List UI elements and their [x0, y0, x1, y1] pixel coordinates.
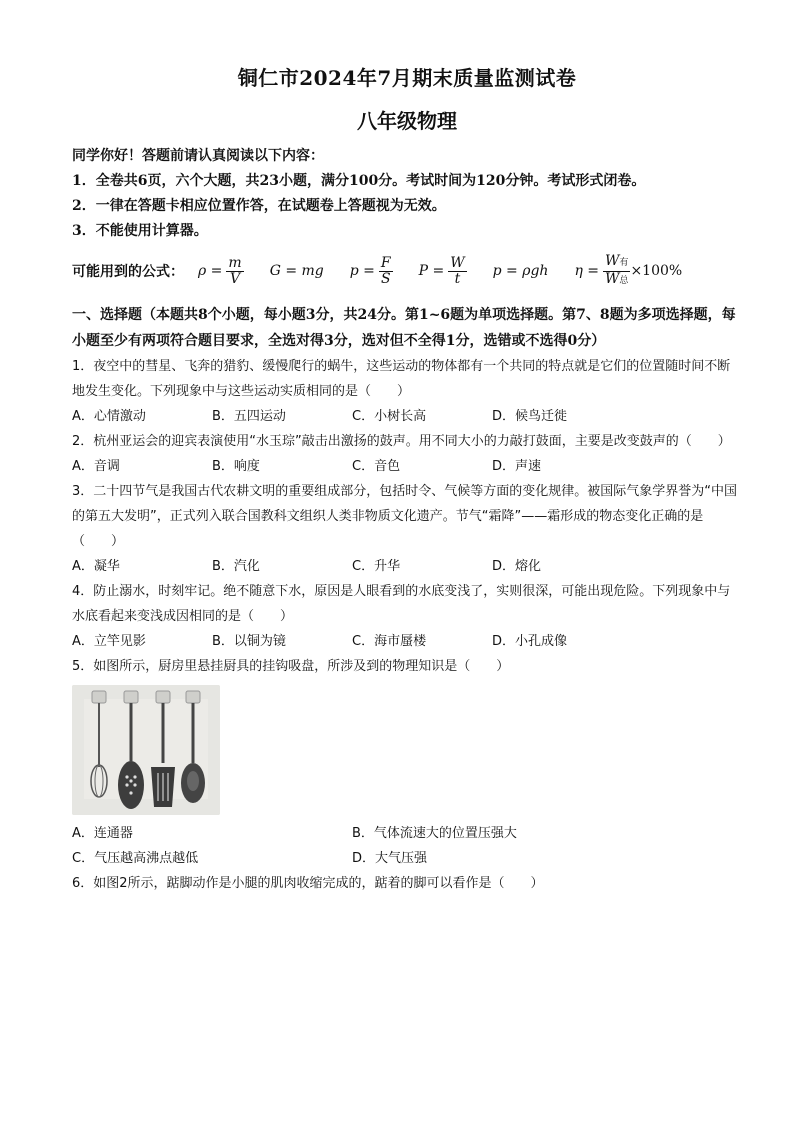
gravity-formula: G = mg [269, 263, 324, 279]
fraction-numerator: m [228, 254, 242, 271]
liquid-pressure-formula: p = ρgh [492, 263, 549, 279]
power-formula [419, 256, 467, 287]
efficiency-fraction [603, 254, 630, 289]
fraction-denominator: t [454, 270, 461, 287]
option-d: D．小孔成像 [492, 634, 568, 649]
option-d: D．大气压强 [352, 851, 428, 866]
exam-title: 铜仁市2024年7月期末质量监测试卷 [237, 66, 577, 90]
option-b: B．响度 [212, 459, 260, 474]
option-c: C．海市蜃楼 [352, 634, 427, 649]
fraction-denominator: S [380, 270, 391, 287]
pressure-formula [350, 256, 393, 287]
instruction-item: 2．一律在答题卡相应位置作答，在试题卷上答题视为无效。 [72, 198, 446, 214]
option-a: A．连通器 [72, 826, 133, 841]
option-c: C．气压越高沸点越低 [72, 851, 199, 866]
pressure-fraction [379, 256, 393, 287]
question-options [72, 629, 742, 654]
question-options [72, 454, 742, 479]
question-options [72, 554, 742, 579]
fraction-denominator [603, 272, 630, 289]
formula-row [72, 250, 742, 292]
instructions [72, 144, 742, 244]
option-d: D．声速 [492, 459, 542, 474]
question-options [72, 404, 742, 429]
fraction-denominator: V [230, 270, 241, 287]
density-lhs: ρ = [198, 263, 223, 279]
efficiency-tail: ×100% [630, 263, 683, 279]
denominator-subscript: 总 [619, 275, 629, 286]
density-fraction [226, 256, 243, 287]
power-fraction [448, 256, 466, 287]
formula-label: 可能用到的公式： [72, 264, 184, 280]
density-formula [198, 256, 244, 287]
option-b: B．气体流速大的位置压强大 [352, 826, 517, 841]
numerator-subscript: 有 [619, 257, 629, 268]
utensils-illustration [72, 685, 220, 815]
section-heading: 一、选择题（本题共8个小题，每小题3分，共24分。第1~6题为单项选择题。第7、8题为多项选择题，每小题至少有两项符合题目要求，全选对得3分，选对但不全得1分，选错或不选得0分） [72, 307, 736, 349]
question-stem: 1．夜空中的彗星、飞奔的猎豹、缓慢爬行的蜗牛，这些运动的物体都有一个共同的特点就是它们的位置随时间不断地发生变化。下列现象中与这些运动实质相同的是（ ） [72, 359, 731, 399]
option-d: D．熔化 [492, 559, 542, 574]
question-stem: 3．二十四节气是我国古代农耕文明的重要组成部分，包括时令、气候等方面的变化规律。被国际气象学界誉为“中国的第五大发明”，正式列入联合国教科文组织人类非物质文化遗产。节气“霜降”——霜形成的物态变化正确的是（ ） [72, 484, 738, 549]
question-options [72, 821, 742, 871]
power-lhs: P = [418, 263, 445, 279]
kitchen-utensils-figure [72, 685, 220, 815]
option-b: B．五四运动 [212, 409, 286, 424]
efficiency-formula [574, 254, 682, 289]
efficiency-lhs: η = [574, 263, 600, 279]
fraction-numerator: W [450, 254, 465, 271]
option-d: D．候鸟迁徙 [492, 409, 568, 424]
pressure-lhs: p = [349, 263, 375, 279]
numerator-symbol: W [605, 252, 620, 269]
option-c: C．音色 [352, 459, 401, 474]
option-a: A．心情激动 [72, 409, 146, 424]
option-c: C．小树长高 [352, 409, 427, 424]
question-stem: 5．如图所示，厨房里悬挂厨具的挂钩吸盘，所涉及到的物理知识是（ ） [72, 659, 510, 674]
option-a: A．立竿见影 [72, 634, 146, 649]
question-stem: 4．防止溺水，时刻牢记。绝不随意下水，原因是人眼看到的水底变浅了，实则很深，可能出现危险。下列现象中与水底看起来变浅成因相同的是（ ） [72, 584, 731, 624]
instruction-item: 1．全卷共6页，六个大题，共23小题，满分100分。考试时间为120分钟。考试形式闭卷。 [72, 173, 646, 189]
question-stem: 2．杭州亚运会的迎宾表演使用“水玉琮”敲击出激扬的鼓声。用不同大小的力敲打鼓面，主要是改变鼓声的（ ） [72, 434, 731, 449]
exam-page [72, 62, 742, 896]
option-b: B．以铜为镜 [212, 634, 286, 649]
option-a: A．音调 [72, 459, 120, 474]
greeting: 同学你好！答题前请认真阅读以下内容： [72, 148, 324, 164]
fraction-numerator: F [380, 254, 391, 271]
denominator-symbol: W [605, 270, 620, 287]
exam-subtitle: 八年级物理 [357, 109, 457, 133]
question-stem: 6．如图2所示，踮脚动作是小腿的肌肉收缩完成的，踮着的脚可以看作是（ ） [72, 876, 544, 891]
instruction-item: 3．不能使用计算器。 [72, 223, 208, 239]
fraction-numerator [603, 254, 630, 272]
option-b: B．汽化 [212, 559, 260, 574]
option-a: A．凝华 [72, 559, 120, 574]
option-c: C．升华 [352, 559, 401, 574]
